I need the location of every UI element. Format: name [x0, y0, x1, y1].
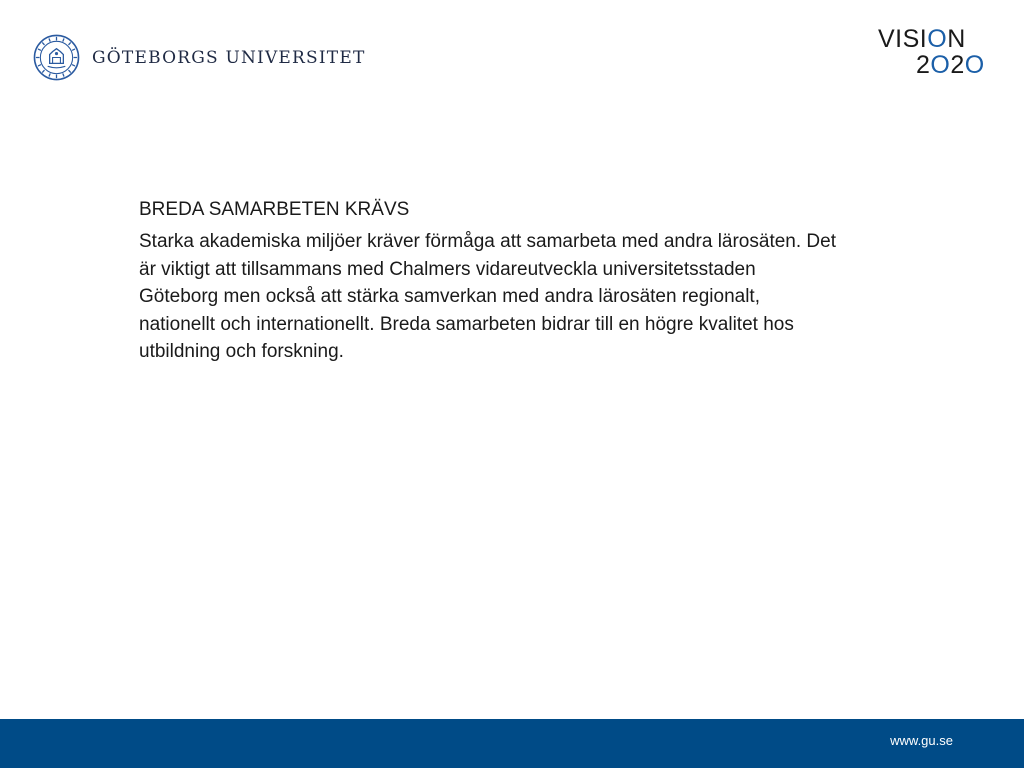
slide-body-text: Starka akademiska miljöer kräver förmåga att samarbeta med andra lärosäten. Det är viktigt att tillsammans med Chalmers vidareutveckla universitetsstaden Göteborg men också att stärka samverkan med andra lärosäten regionalt, nationellt och internationellt. Breda samarbeten bidrar till en högre kvalitet hos utbildning och forskning.	[139, 231, 836, 362]
vision-logo-text: VISI	[878, 25, 928, 53]
university-name: GÖTEBORGS UNIVERSITET	[92, 47, 366, 68]
university-seal-icon	[33, 34, 80, 81]
vision-logo-accent: O	[964, 51, 985, 79]
vision-logo-text: 2	[916, 51, 931, 79]
vision-logo-accent: O	[930, 51, 951, 79]
university-logo	[33, 34, 366, 81]
vision-logo-accent: O	[927, 25, 948, 53]
vision-logo-text: N	[947, 25, 966, 53]
vision-2020-logo	[878, 26, 1002, 78]
vision-logo-line-1	[878, 27, 966, 52]
footer-band	[0, 719, 1024, 768]
vision-logo-line-2	[916, 53, 985, 78]
vision-logo-text: 2	[950, 51, 965, 79]
slide-heading: BREDA SAMARBETEN KRÄVS	[139, 199, 410, 220]
footer-url-link[interactable]: www.gu.se	[890, 733, 953, 748]
slide-content	[139, 198, 839, 366]
